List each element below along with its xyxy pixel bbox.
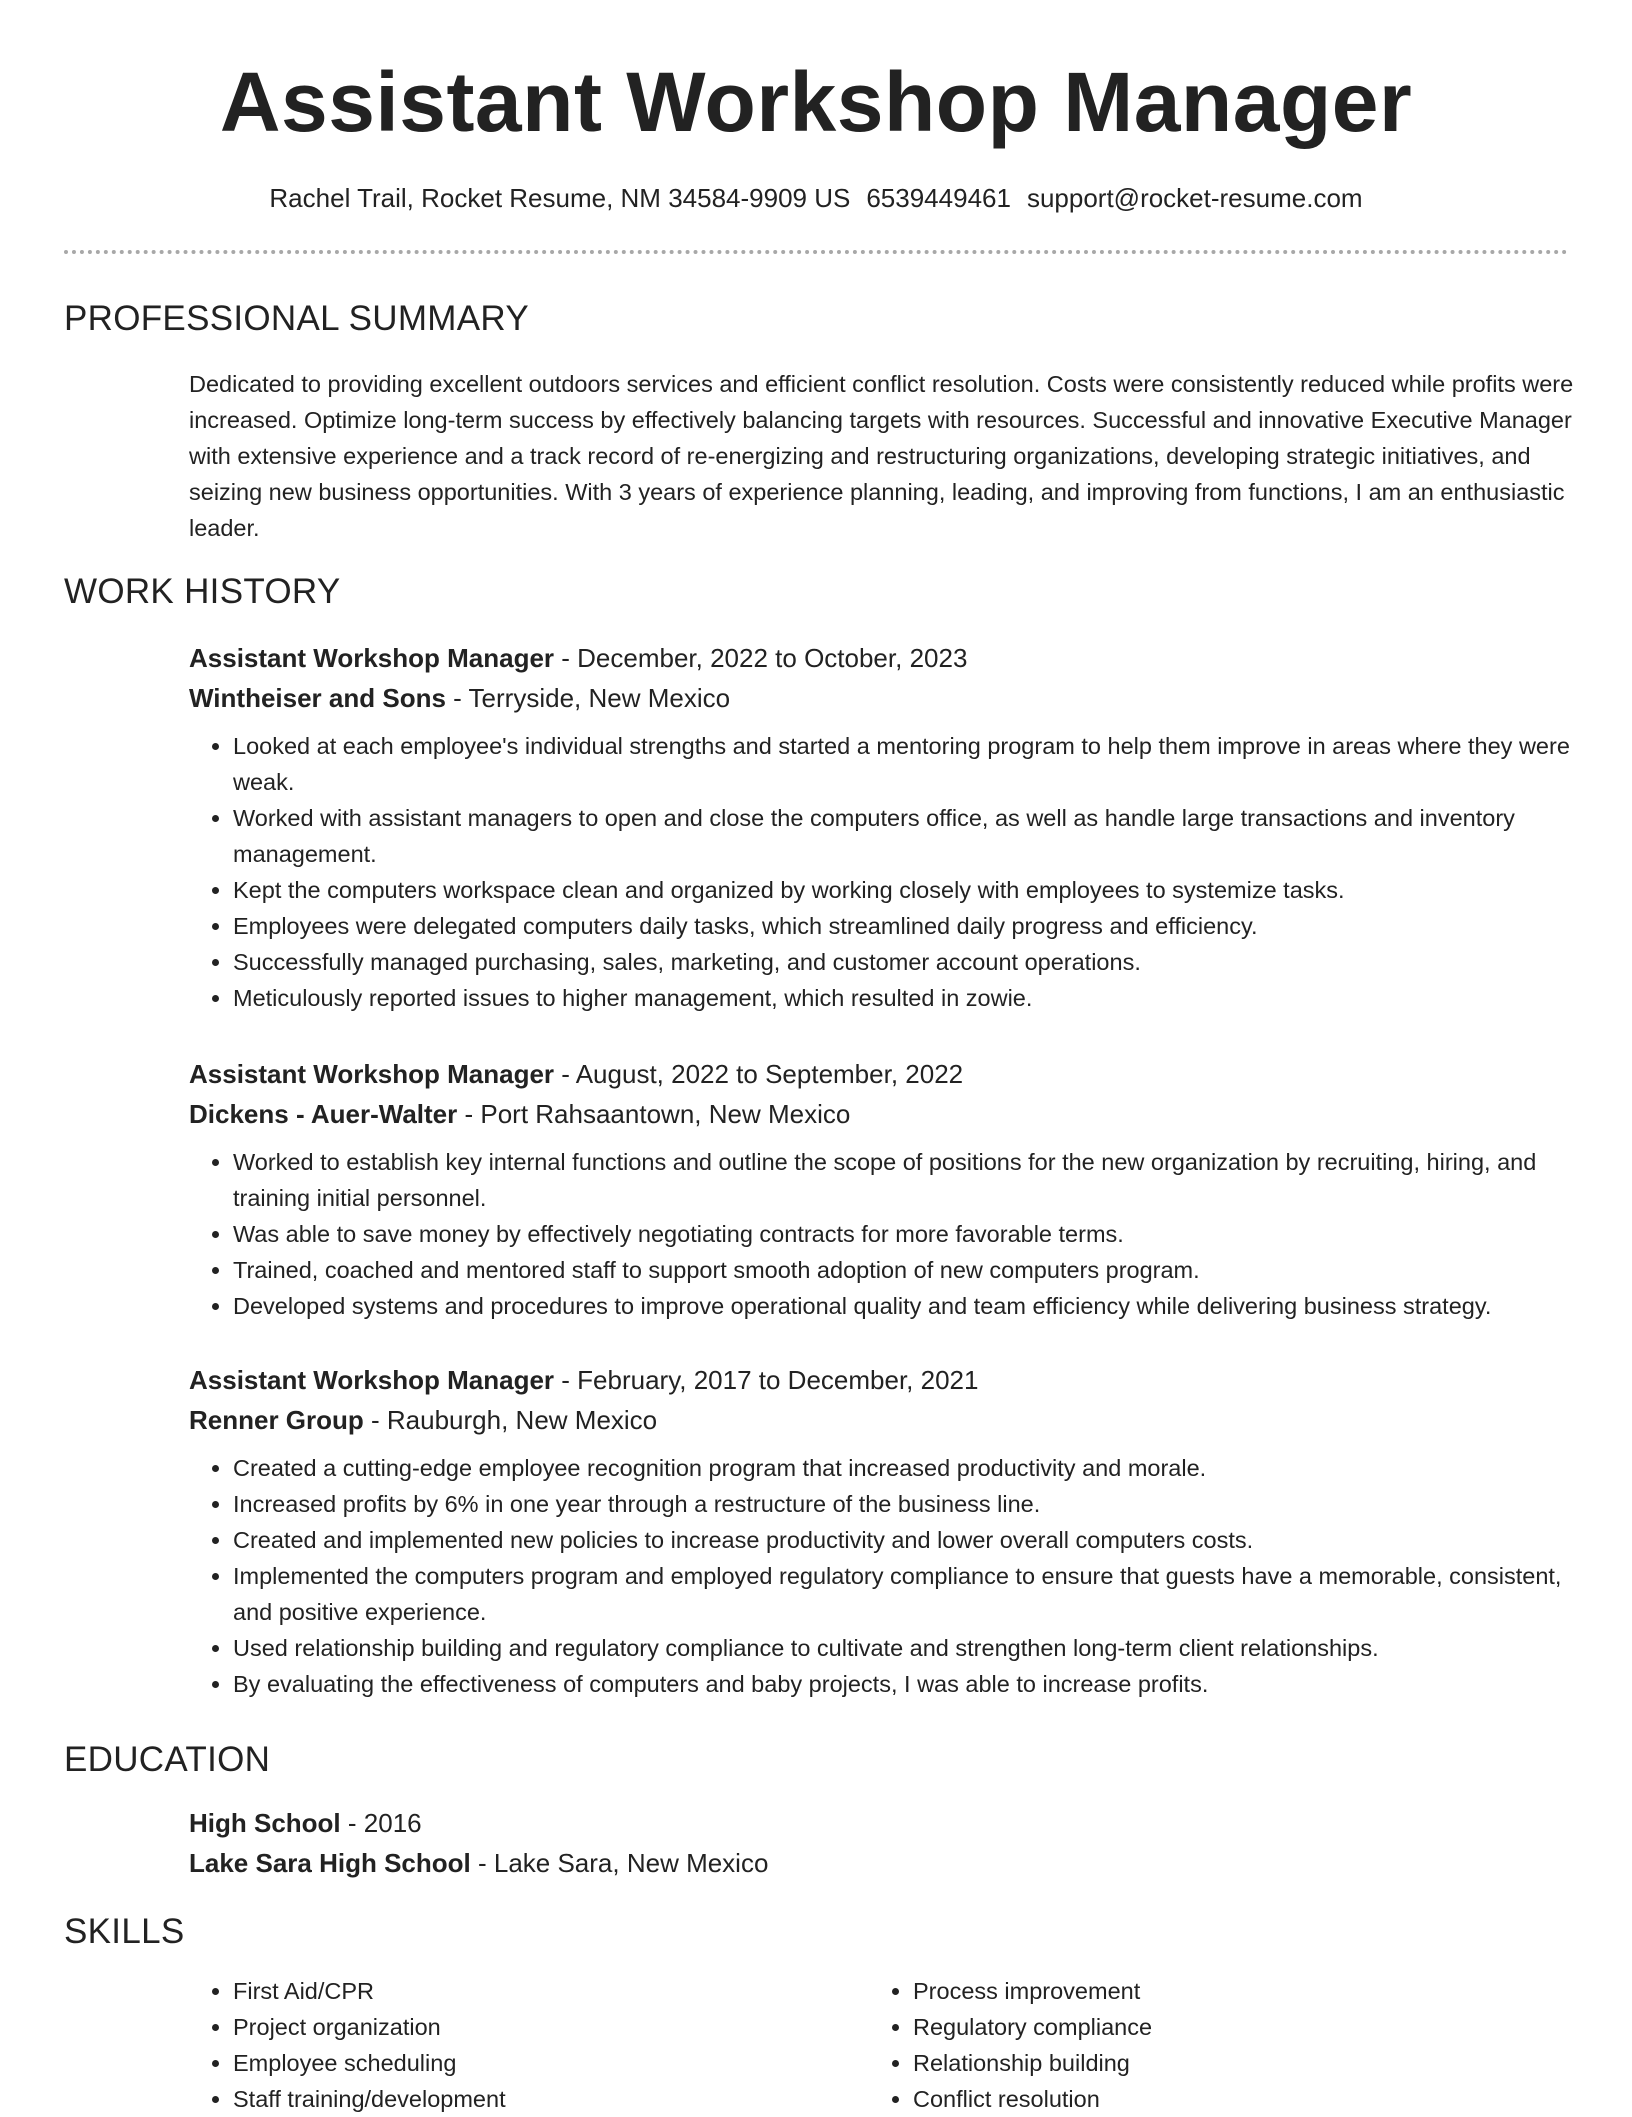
- skill-item: • First Aid/CPR: [233, 1973, 506, 2009]
- list-item: • Increased profits by 6% in one year through a restructure of the business line.: [233, 1486, 1589, 1522]
- job-bullets: [189, 728, 1589, 1016]
- job-company-line: [189, 1094, 1589, 1134]
- job-company: Wintheiser and Sons: [189, 683, 446, 713]
- education-location: - Lake Sara, New Mexico: [470, 1848, 769, 1878]
- list-item: • Used relationship building and regulatory compliance to cultivate and strengthen long-term client relationships.: [233, 1630, 1589, 1666]
- list-item: • Created and implemented new policies to increase productivity and lower overall computers costs.: [233, 1522, 1589, 1558]
- job-company-line: [189, 678, 1589, 718]
- list-item: • Worked with assistant managers to open and close the computers office, as well as handle large transactions and inventory management.: [233, 800, 1589, 872]
- work-history-heading: WORK HISTORY: [64, 572, 341, 611]
- skills-column-left: [189, 1973, 506, 2117]
- job-bullets: [189, 1144, 1589, 1324]
- skills-heading: SKILLS: [64, 1912, 185, 1951]
- job-dates: - August, 2022 to September, 2022: [554, 1059, 964, 1089]
- summary-text: Dedicated to providing excellent outdoors services and efficient conflict resolution. Costs were consistently reduced while profits were increased. Optimize long-term success by effectively balancing targets with resources. Successful and innovative Executive Manager with extensive experience and a track record of re-energizing and restructuring organizations, developing strategic initiatives, and seizing new business opportunities. With 3 years of experience planning, leading, and improving from functions, I am an enthusiastic leader.: [189, 371, 1574, 541]
- job-location: - Rauburgh, New Mexico: [363, 1405, 658, 1435]
- job-role: Assistant Workshop Manager: [189, 643, 555, 673]
- resume-name: Assistant Workshop Manager: [219, 55, 1413, 149]
- job-role: Assistant Workshop Manager: [189, 1059, 555, 1089]
- education-entry: [189, 1803, 1589, 1883]
- job-bullets: [189, 1450, 1589, 1702]
- contact-phone: 6539449461: [866, 183, 1011, 213]
- education-degree: High School: [189, 1808, 341, 1838]
- job-company: Renner Group: [189, 1405, 364, 1435]
- list-item: • By evaluating the effectiveness of computers and baby projects, I was able to increase profits.: [233, 1666, 1589, 1702]
- list-item: • Created a cutting-edge employee recognition program that increased productivity and morale.: [233, 1450, 1589, 1486]
- education-degree-line: [189, 1803, 1589, 1843]
- list-item: • Looked at each employee's individual strengths and started a mentoring program to help them improve in areas where they were weak.: [233, 728, 1589, 800]
- contact-address: Rachel Trail, Rocket Resume, NM 34584-9909 US: [269, 183, 851, 213]
- job-entry-3: [189, 1360, 1589, 1702]
- list-item: • Developed systems and procedures to improve operational quality and team efficiency while delivering business strategy.: [233, 1288, 1589, 1324]
- education-school: Lake Sara High School: [189, 1848, 471, 1878]
- list-item: • Employees were delegated computers daily tasks, which streamlined daily progress and efficiency.: [233, 908, 1589, 944]
- skill-item: • Process improvement: [913, 1973, 1152, 2009]
- job-company-line: [189, 1400, 1589, 1440]
- job-dates: - December, 2022 to October, 2023: [554, 643, 968, 673]
- job-location: - Port Rahsaantown, New Mexico: [457, 1099, 851, 1129]
- job-company: Dickens - Auer-Walter: [189, 1099, 458, 1129]
- job-title-line: [189, 1360, 1589, 1400]
- job-role: Assistant Workshop Manager: [189, 1365, 555, 1395]
- list-item: • Was able to save money by effectively negotiating contracts for more favorable terms.: [233, 1216, 1589, 1252]
- list-item: • Implemented the computers program and employed regulatory compliance to ensure that guests have a memorable, consistent, and positive experience.: [233, 1558, 1589, 1630]
- list-item: • Kept the computers workspace clean and organized by working closely with employees to systemize tasks.: [233, 872, 1589, 908]
- list-item: • Trained, coached and mentored staff to support smooth adoption of new computers program.: [233, 1252, 1589, 1288]
- education-school-line: [189, 1843, 1589, 1883]
- education-heading: EDUCATION: [64, 1740, 271, 1779]
- skill-item: • Conflict resolution: [913, 2081, 1152, 2117]
- summary-heading: PROFESSIONAL SUMMARY: [64, 299, 529, 338]
- job-title-line: [189, 638, 1589, 678]
- job-location: - Terryside, New Mexico: [445, 683, 731, 713]
- skills-column-right: [869, 1973, 1152, 2117]
- education-year: - 2016: [340, 1808, 422, 1838]
- contact-email: support@rocket-resume.com: [1026, 183, 1363, 213]
- skill-item: • Staff training/development: [233, 2081, 506, 2117]
- job-dates: - February, 2017 to December, 2021: [554, 1365, 979, 1395]
- job-entry-2: [189, 1054, 1589, 1324]
- list-item: • Meticulously reported issues to higher management, which resulted in zowie.: [233, 980, 1589, 1016]
- skill-item: • Project organization: [233, 2009, 506, 2045]
- job-title-line: [189, 1054, 1589, 1094]
- contact-line: [0, 181, 1632, 215]
- header-divider: [64, 250, 1568, 254]
- skill-item: • Regulatory compliance: [913, 2009, 1152, 2045]
- list-item: • Successfully managed purchasing, sales, marketing, and customer account operations.: [233, 944, 1589, 980]
- list-item: • Worked to establish key internal functions and outline the scope of positions for the new organization by recruiting, hiring, and training initial personnel.: [233, 1144, 1589, 1216]
- skill-item: • Employee scheduling: [233, 2045, 506, 2081]
- skill-item: • Relationship building: [913, 2045, 1152, 2081]
- job-entry-1: [189, 638, 1589, 1016]
